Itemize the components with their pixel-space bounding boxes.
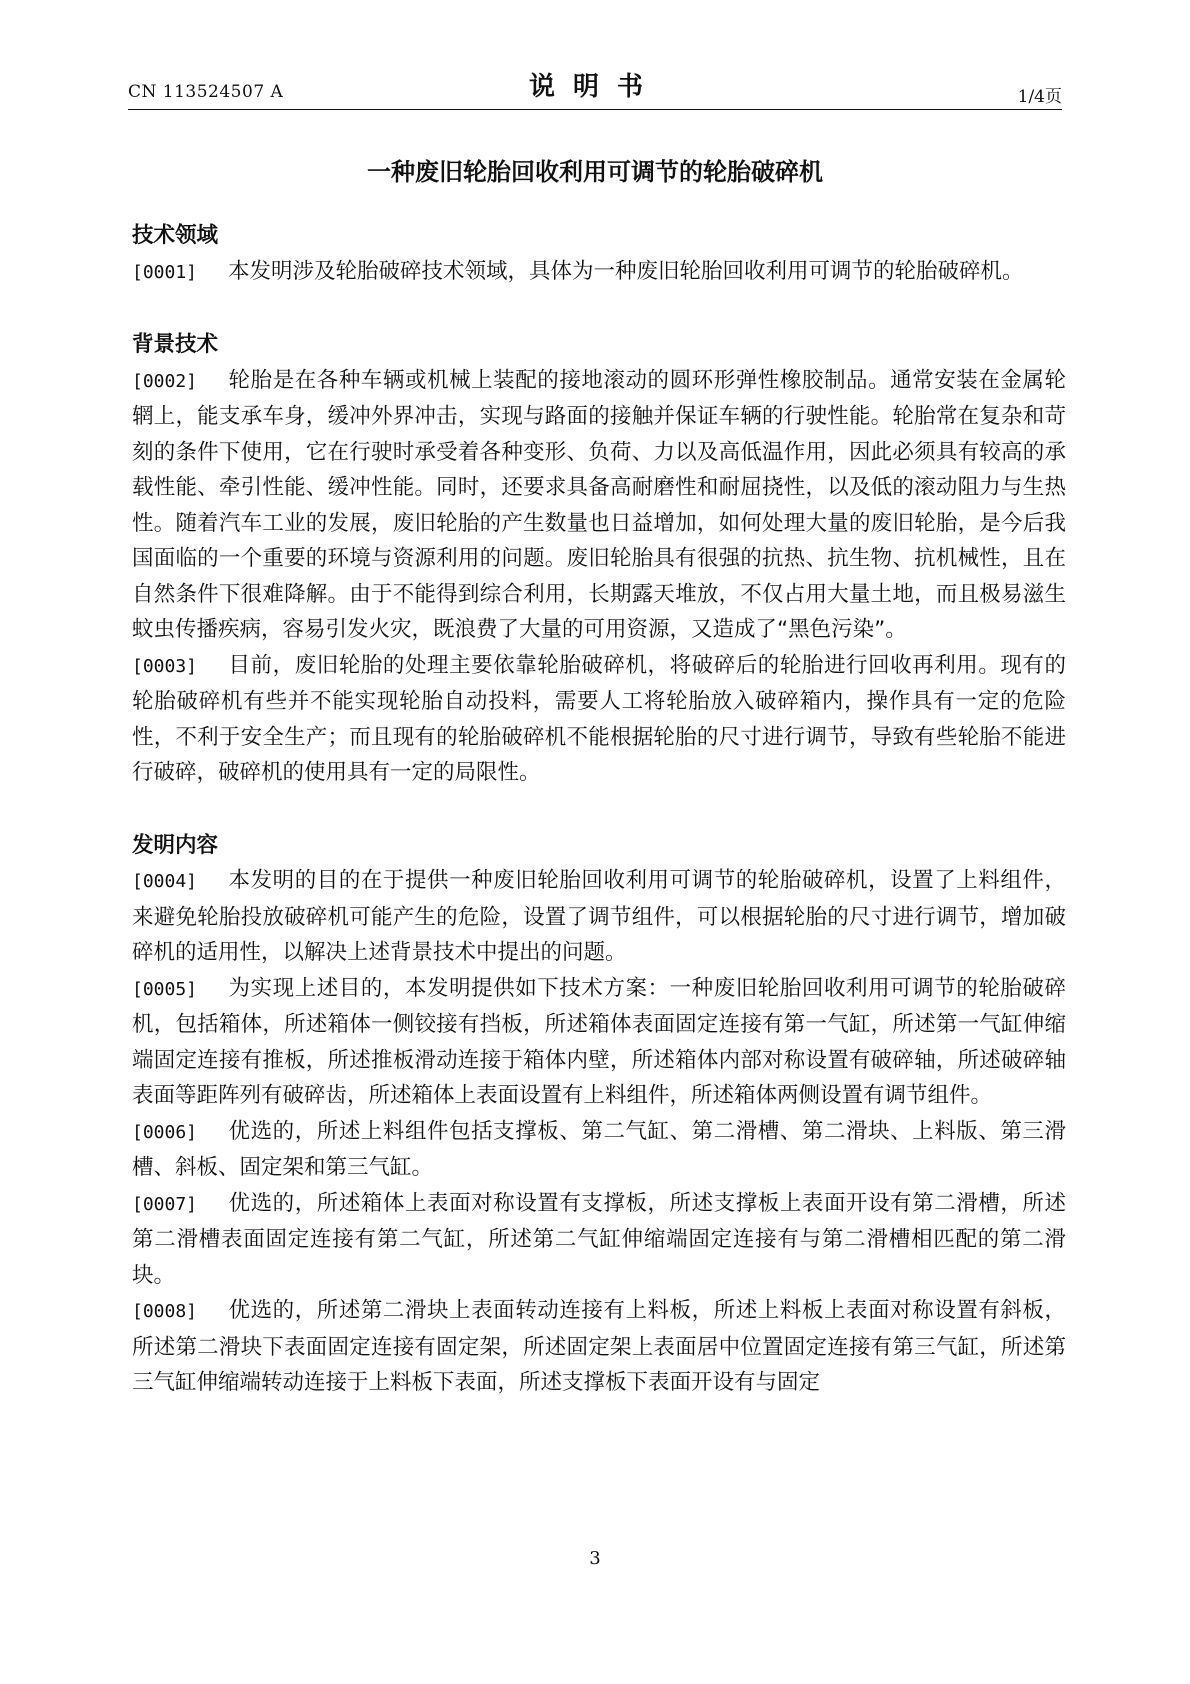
- paragraph: [132, 863, 1066, 971]
- section-heading: 技术领域: [132, 223, 219, 248]
- page-indicator: 1/4页: [1017, 87, 1062, 107]
- paragraph: [132, 971, 1066, 1114]
- paragraph: [132, 1186, 1066, 1294]
- paragraph-text: 优选的，所述第二滑块上表面转动连接有上料板，所述上料板上表面对称设置有斜板，所述第二滑块下表面固定连接有固定架，所述固定架上表面居中位置固定连接有第三气缸，所述第三气缸伸缩端转动连接于上料板下表面，所述支撑板下表面开设有与固定: [132, 1298, 1066, 1395]
- paragraph-text: 本发明涉及轮胎破碎技术领域，具体为一种废旧轮胎回收利用可调节的轮胎破碎机。: [228, 258, 1024, 284]
- doc-number: CN 113524507 A: [128, 82, 284, 102]
- section-heading: 发明内容: [132, 832, 219, 858]
- paragraph-number: [0002]: [132, 370, 198, 392]
- paragraph-text: 优选的，所述箱体上表面对称设置有支撑板，所述支撑板上表面开设有第二滑槽，所述第二滑槽表面固定连接有第二气缸，所述第二气缸伸缩端固定连接有与第二滑槽相匹配的第二滑块。: [132, 1190, 1066, 1288]
- paragraph-number: [0004]: [132, 871, 198, 892]
- paragraph-text: 目前，废旧轮胎的处理主要依靠轮胎破碎机，将破碎后的轮胎进行回收再利用。现有的轮胎破碎机有些并不能实现轮胎自动投料，需要人工将轮胎放入破碎箱内，操作具有一定的危险性，不利于安全生产；而且现有的轮胎破碎机不能根据轮胎的尺寸进行调节，导致有些轮胎不能进行破碎，破碎机的使用具有一定的局限性。: [132, 652, 1066, 785]
- paragraph-text: 轮胎是在各种车辆或机械上装配的接地滚动的圆环形弹性橡胶制品。通常安装在金属轮辋上，能支承车身，缓冲外界冲击，实现与路面的接触并保证车辆的行驶性能。轮胎常在复杂和苛刻的条件下使用，它在行驶时承受着各种变形、负荷、力以及高低温作用，因此必须具有较高的承载性能、牵引性能、缓冲性能。同时，还要求具备高耐磨性和耐屈挠性，以及低的滚动阻力与生热性。随着汽车工业的发展，废旧轮胎的产生数量也日益增加，如何处理大量的废旧轮胎，是今后我国面临的一个重要的环境与资源利用的问题。废旧轮胎具有很强的抗热、抗生物、抗机械性，且在自然条件下很难降解。由于不能得到综合利用，长期露天堆放，不仅占用大量土地，而且极易滋生蚊虫传播疾病，容易引发火灾，既浪费了大量的可用资源，又造成了“黑色污染”。: [132, 367, 1066, 642]
- paragraph-text: 优选的，所述上料组件包括支撑板、第二气缸、第二滑槽、第二滑块、上料版、第三滑槽、斜板、固定架和第三气缸。: [132, 1118, 1066, 1180]
- paragraph-number: [0006]: [132, 1121, 198, 1143]
- paragraph-number: [0003]: [132, 655, 198, 677]
- paragraph-number: [0005]: [132, 978, 198, 1000]
- paragraph: [132, 1114, 1066, 1186]
- paragraph: [132, 254, 1066, 291]
- paragraph: [132, 1293, 1066, 1401]
- paragraph: [132, 648, 1066, 791]
- paragraph-text: 为实现上述目的，本发明提供如下技术方案：一种废旧轮胎回收利用可调节的轮胎破碎机，包括箱体，所述箱体一侧铰接有挡板，所述箱体表面固定连接有第一气缸，所述第一气缸伸缩端固定连接有推板，所述推板滑动连接于箱体内壁，所述箱体内部对称设置有破碎轴，所述破碎轴表面等距阵列有破碎齿，所述箱体上表面设置有上料组件，所述箱体两侧设置有调节组件。: [132, 975, 1066, 1108]
- header-divider: [128, 109, 1062, 110]
- paragraph-number: [0007]: [132, 1193, 198, 1215]
- document-title: 一种废旧轮胎回收利用可调节的轮胎破碎机: [367, 158, 823, 186]
- document-body: [132, 218, 1066, 1401]
- section-heading: 背景技术: [132, 332, 219, 357]
- paragraph-text: 本发明的目的在于提供一种废旧轮胎回收利用可调节的轮胎破碎机，设置了上料组件，来避免轮胎投放破碎机可能产生的危险，设置了调节组件，可以根据轮胎的尺寸进行调节，增加破碎机的适用性，以解决上述背景技术中提出的问题。: [132, 868, 1066, 965]
- paragraph-number: [0001]: [132, 261, 198, 283]
- section-title: 说明书: [528, 72, 661, 102]
- page-number: 3: [589, 1548, 601, 1569]
- paragraph: [132, 363, 1066, 648]
- paragraph-number: [0008]: [132, 1301, 198, 1322]
